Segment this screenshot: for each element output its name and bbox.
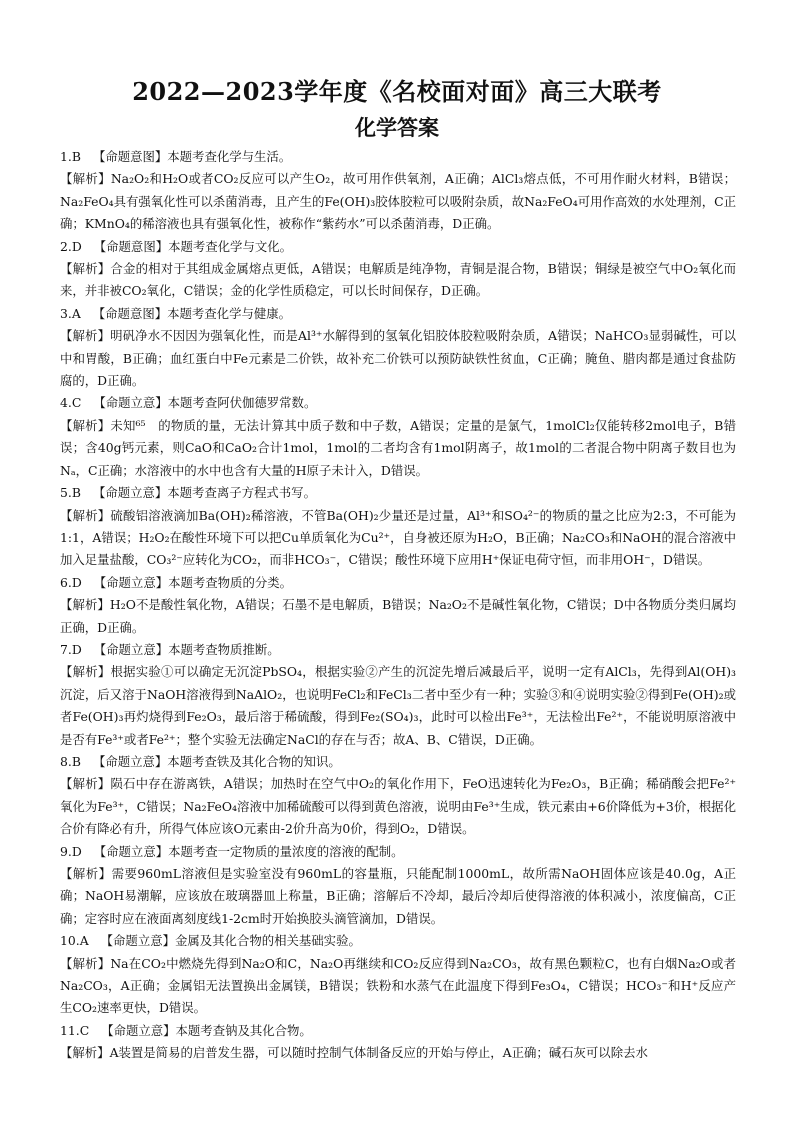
intent-label: 【命题立意】 (93, 843, 169, 859)
answer-item (60, 639, 736, 751)
answer-number: 1.B (60, 149, 81, 164)
analysis-label: 【解析】 (60, 776, 111, 792)
answer-list (60, 146, 736, 1065)
intent-label: 【命题意图】 (93, 238, 169, 254)
analysis-paragraph (60, 168, 736, 235)
page-subtitle: 化学答案 (355, 115, 439, 140)
intent-text: 本题考查化学与健康。 (167, 305, 292, 321)
analysis-text: 陨石中存在游离铁，A错误；加热时在空气中O₂的氧化作用下，FeO迅速转化为Fe₂O₃，B正确；稀硝酸会把Fe²⁺氧化为Fe³⁺，C错误；Na₂FeO₄溶液中加稀硫酸可以得到黄色溶液，说明由Fe³⁺生成，铁元素由+6价降低为+3价，根据化合价有降必有升，所得气体应该O元素由-2价升高为0价，得到O₂，D错误。 (60, 776, 736, 837)
analysis-paragraph (60, 1042, 736, 1064)
analysis-paragraph (60, 661, 736, 751)
answer-number: 2.D (60, 238, 82, 254)
analysis-label: 【解析】 (60, 1045, 110, 1061)
answer-number: 3.A (60, 305, 81, 321)
intent-tag (93, 395, 316, 410)
intent-label: 【命题立意】 (101, 1022, 176, 1038)
analysis-paragraph (60, 415, 736, 482)
answer-number: 8.B (60, 753, 81, 769)
analysis-text: 合金的相对于其组成金属熔点更低，A错误；电解质是纯净物，青铜是混合物，B错误；铜绿是被空气中O₂氧化而来，并非被CO₂氧化，C错误；金的化学性质稳定，可以长时间保存，D正确。 (60, 261, 736, 299)
intent-label: 【命题立意】 (92, 753, 168, 769)
question-header (60, 841, 736, 863)
answer-number: 11.C (60, 1022, 90, 1038)
answer-item (60, 930, 736, 1020)
analysis-text: 需要960mL溶液但是实验室没有960mL的容量瓶，只能配制1000mL，故所需NaOH固体应该是40.0g，A正确；NaOH易潮解，应该放在玻璃器皿上称量，B正确；溶解后不冷却，最后冷却后使得溶液的体积减小，浓度偏高，C正确；定容时应在液面离刻度线1-2cm时开始换胶头滴管滴加，D错误。 (60, 866, 736, 926)
answer-number: 5.B (60, 485, 81, 501)
question-header (60, 639, 736, 661)
intent-tag (94, 575, 292, 590)
question-header (60, 482, 736, 504)
analysis-label: 【解析】 (60, 417, 111, 433)
analysis-text: A装置是简易的启普发生器，可以随时控制气体制备反应的开始与停止，A正确；碱石灰可以除去水 (109, 1045, 648, 1061)
analysis-text: Na在CO₂中燃烧先得到Na₂O和C，Na₂O再继续和CO₂反应得到Na₂CO₃，故有黑色颗粒C，也有白烟Na₂O或者Na₂CO₃，A正确；金属铝无法置换出金属镁，B错误；铁粉和水蒸气在此温度下得到Fe₃O₄，C错误；HCO₃⁻和H⁺反应产生CO₂速率更快，D错误。 (60, 955, 736, 1016)
answer-number: 9.D (60, 843, 82, 859)
answer-item (60, 751, 736, 841)
analysis-text: 硫酸铝溶液滴加Ba(OH)₂稀溶液，不管Ba(OH)₂少量还是过量，Al³⁺和SO₄²⁻的物质的量之比应为2:3，不可能为1:1，A错误；H₂O₂在酸性环境下可以把Cu单质氧化为Cu²⁺，自身被还原为H₂O，B正确；Na₂CO₃和NaOH的混合溶液中加入足量盐酸，CO₃²⁻应转化为CO₂，而非HCO₃⁻，C错误；酸性环境下应用H⁺保证电荷守恒，而非用OH⁻，D错误。 (60, 507, 737, 568)
question-header (60, 930, 736, 952)
intent-tag (93, 485, 316, 500)
question-header (60, 392, 736, 414)
analysis-label: 【解析】 (60, 507, 111, 523)
answer-item (60, 392, 736, 482)
analysis-label: 【解析】 (60, 866, 112, 881)
analysis-text: Na₂O₂和H₂O或者CO₂反应可以产生O₂，故可用作供氧剂，A正确；AlCl₃熔点低，不可用作耐火材料，B错误；Na₂FeO₄具有强氧化性可以杀菌消毒，且产生的Fe(OH)₃胶体胶粒可以吸附杂质，故Na₂FeO₄可用作高效的水处理剂，C正确；KMnO₄的稀溶液也具有强氧化性，被称作“紫药水”可以杀菌消毒，D正确。 (60, 171, 737, 232)
analysis-text: 未知⁶⁵ 的物质的量，无法计算其中质子数和中子数，A错误；定量的是氯气，1molCl₂仅能转移2mol电子，B错误；含40g钙元素，则CaO和CaO₂合计1mol，1mol的二者均含有1mol阴离子，故1mol的二者混合物中阴离子数目也为Nₐ，C正确；水溶液中的水中也含有大量的H原子未计入，D错误。 (60, 417, 736, 478)
intent-tag (94, 844, 404, 859)
intent-tag (93, 149, 291, 164)
answer-item (60, 572, 736, 639)
analysis-paragraph (60, 258, 736, 303)
answer-item (60, 1020, 736, 1065)
intent-tag (94, 239, 292, 254)
analysis-label: 【解析】 (60, 328, 111, 344)
analysis-text: 明矾净水不因因为强氧化性，而是Al³⁺水解得到的氢氧化铝胶体胶粒吸附杂质，A错误；NaHCO₃显弱碱性，可以中和胃酸，B正确；血红蛋白中Fe元素是二价铁，故补充二价铁可以预防缺铁性贫血，C正确；腌鱼、腊肉都是通过食盐防腐的，D正确。 (60, 328, 737, 389)
question-header (60, 572, 736, 594)
intent-label: 【命题意图】 (92, 305, 168, 321)
answer-item (60, 236, 736, 303)
intent-text: 本题考查阿伏伽德罗常数。 (167, 395, 317, 411)
question-header (60, 1020, 736, 1042)
analysis-paragraph (60, 325, 736, 392)
intent-text: 本题考查物质的分类。 (168, 574, 293, 590)
intent-text: 本题考查化学与文化。 (168, 238, 293, 254)
answer-number: 4.C (60, 395, 82, 411)
answer-item (60, 146, 736, 236)
intent-tag (101, 1023, 312, 1038)
analysis-text: H₂O不是酸性氧化物，A错误；石墨不是电解质，B错误；Na₂O₂不是碱性氧化物，C错误；D中各物质分类归属均正确，D正确。 (60, 597, 736, 635)
analysis-paragraph (60, 773, 736, 840)
intent-label: 【命题立意】 (93, 395, 168, 411)
intent-tag (93, 754, 341, 769)
answer-item (60, 303, 736, 393)
intent-tag (101, 933, 361, 948)
analysis-label: 【解析】 (60, 664, 111, 680)
answer-number: 10.A (60, 933, 89, 949)
intent-text: 本题考查一定物质的量浓度的溶液的配制。 (168, 843, 404, 859)
analysis-paragraph (60, 863, 736, 930)
intent-text: 本题考查钠及其化合物。 (175, 1022, 312, 1038)
answer-item (60, 841, 736, 931)
intent-text: 本题考查物质推断。 (168, 641, 280, 657)
intent-text: 本题考查离子方程式书写。 (167, 485, 316, 501)
intent-text: 本题考查铁及其化合物的知识。 (167, 753, 341, 769)
intent-label: 【命题意图】 (92, 149, 168, 164)
intent-label: 【命题立意】 (100, 933, 175, 949)
analysis-paragraph (60, 594, 736, 639)
intent-label: 【命题立意】 (93, 641, 169, 657)
question-header (60, 303, 736, 325)
analysis-text: 根据实验①可以确定无沉淀PbSO₄，根据实验②产生的沉淀先增后减最后平，说明一定有AlCl₃，先得到Al(OH)₃沉淀，后又溶于NaOH溶液得到NaAlO₂，也说明FeCl₂和FeCl₃二者中至少有一种；实验③和④说明实验②得到Fe(OH)₂或者Fe(OH)₃再灼烧得到Fe₂O₃，最后溶于稀硫酸，得到Fe₂(SO₄)₃，此时可以检出Fe³⁺，无法检出Fe²⁺，不能说明原溶液中是否有Fe³⁺或者Fe²⁺；整个实验无法确定NaCl的存在与否；故A、B、C错误，D正确。 (60, 664, 736, 747)
question-header (60, 146, 736, 168)
question-header (60, 236, 736, 258)
page-title: 2022—2023学年度《名校面对面》高三大联考 (132, 77, 662, 106)
intent-text: 金属及其化合物的相关基础实验。 (175, 933, 361, 949)
analysis-paragraph (60, 505, 736, 572)
intent-tag (93, 306, 291, 321)
analysis-label: 【解析】 (60, 597, 110, 613)
answer-number: 6.D (60, 574, 82, 590)
intent-tag (94, 642, 280, 657)
answer-item (60, 482, 736, 572)
intent-label: 【命题立意】 (93, 574, 169, 590)
analysis-paragraph (60, 953, 736, 1020)
analysis-label: 【解析】 (60, 261, 111, 277)
answer-number: 7.D (60, 641, 82, 657)
intent-label: 【命题立意】 (92, 485, 168, 501)
analysis-label: 【解析】 (60, 171, 111, 187)
analysis-label: 【解析】 (60, 955, 111, 971)
intent-text: 本题考查化学与生活。 (167, 149, 292, 164)
question-header (60, 751, 736, 773)
